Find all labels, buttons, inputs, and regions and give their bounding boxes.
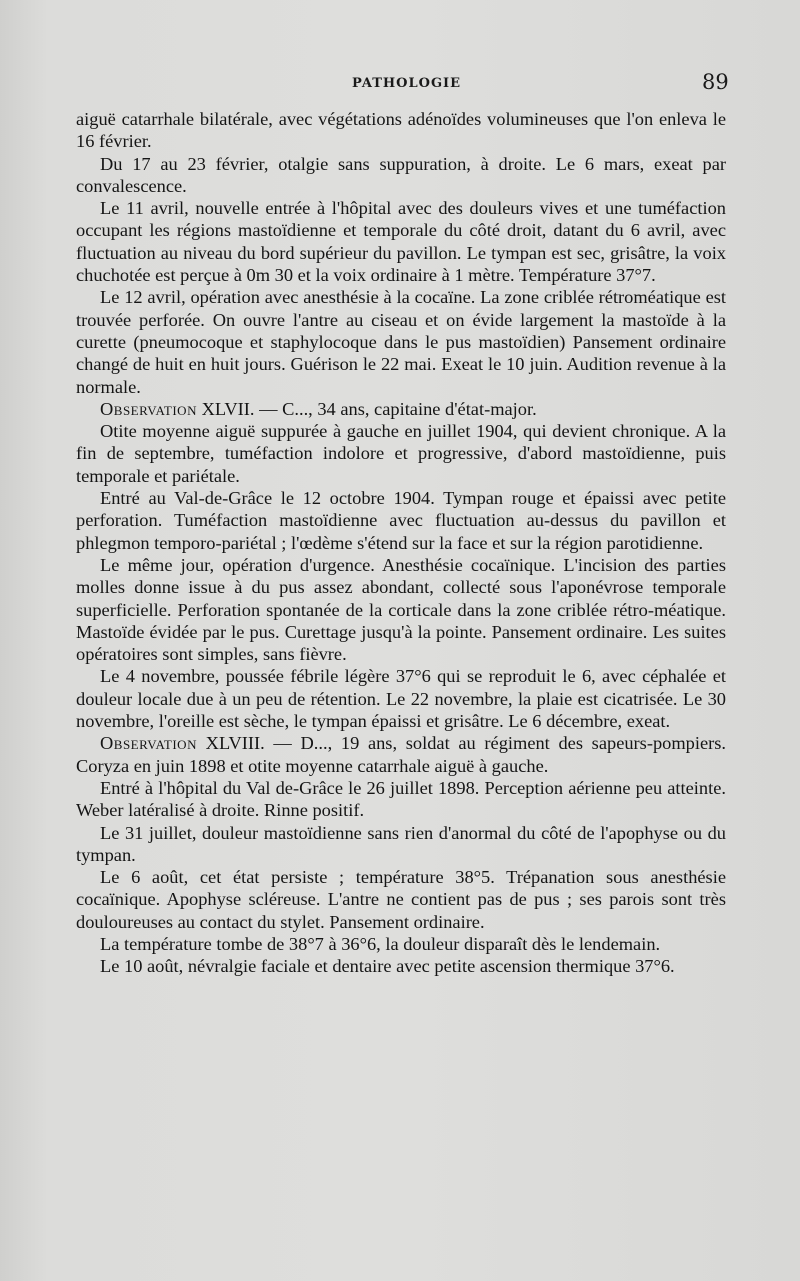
observation-heading-text: XLVIII. — D..., 19 ans, soldat au régiment des sapeurs-pompiers. Coryza en juin 1898 et otite moyenne catarrhale aiguë à gauche. bbox=[76, 733, 726, 776]
running-head bbox=[0, 72, 800, 96]
observation-heading bbox=[76, 398, 726, 420]
observation-label: Observation bbox=[100, 733, 197, 754]
paragraph: Le 4 novembre, poussée fébrile légère 37°6 qui se reproduit le 6, avec céphalée et douleur locale due à un peu de rétention. Le 22 novembre, la plaie est cicatrisée. Le 30 novembre, l'oreille est sèche, le tympan épaissi et grisâtre. Le 6 décembre, exeat. bbox=[76, 666, 726, 732]
paragraph: Entré au Val-de-Grâce le 12 octobre 1904. Tympan rouge et épaissi avec petite perforation. Tuméfaction mastoïdienne avec fluctuation au-dessus du pavillon et phlegmon temporo-pariétal ; l'œdème s'étend sur la face et sur la région parotidienne. bbox=[76, 488, 726, 553]
page-number: 89 bbox=[702, 70, 729, 94]
paragraph: Le 12 avril, opération avec anesthésie à la cocaïne. La zone criblée rétroméatique est trouvée perforée. On ouvre l'antre au ciseau et on évide largement la mastoïde à la curette (pneumocoque et staphylocoque dans le pus mastoïdien) Pansement ordinaire changé de huit en huit jours. Guérison le 22 mai. Exeat le 10 juin. Audition revenue à la normale. bbox=[76, 287, 726, 397]
paragraph: Otite moyenne aiguë suppurée à gauche en juillet 1904, qui devient chronique. A la fin de septembre, tuméfaction indolore et progressive, d'abord mastoïdienne, puis temporale et pariétale. bbox=[76, 421, 726, 486]
observation-heading-text: XLVII. — C..., 34 ans, capitaine d'état-major. bbox=[196, 398, 537, 419]
observation-label: Observation bbox=[100, 398, 197, 419]
observation-heading bbox=[76, 732, 726, 777]
paragraph: Le 11 avril, nouvelle entrée à l'hôpital avec des douleurs vives et une tuméfaction occupant les régions mastoïdienne et temporale du côté droit, datant du 6 avril, avec fluctuation au niveau du bord supérieur du pavillon. Le tympan est sec, grisâtre, la voix chuchotée est perçue à 0m 30 et la voix ordinaire à 1 mètre. Température 37°7. bbox=[76, 198, 726, 286]
paragraph: Le 10 août, névralgie faciale et dentaire avec petite ascension thermique 37°6. bbox=[100, 956, 675, 977]
page-title: PATHOLOGIE bbox=[352, 76, 462, 91]
paragraph: Entré à l'hôpital du Val de-Grâce le 26 juillet 1898. Perception aérienne peu atteinte. Weber latéralisé à droite. Rinne positif. bbox=[76, 777, 726, 821]
paragraph: Le 31 juillet, douleur mastoïdienne sans rien d'anormal du côté de l'apophyse ou du tympan. bbox=[76, 822, 726, 865]
paragraph: Le même jour, opération d'urgence. Anesthésie cocaïnique. L'incision des parties molles donne issue à du pus assez abondant, collecté sous l'aponévrose temporale superficielle. Perforation spontanée de la corticale dans la zone criblée rétro-méatique. Mastoïde évidée par le pus. Curettage jusqu'à la pointe. Pansement ordinaire. Les suites opératoires sont simples, sans fièvre. bbox=[76, 554, 726, 665]
paragraph: Le 6 août, cet état persiste ; température 38°5. Trépanation sous anesthésie cocaïnique. Apophyse scléreuse. L'antre ne contient pas de pus ; ses parois sont très douloureuses au contact du stylet. Pansement ordinaire. bbox=[76, 867, 726, 932]
paragraph: aiguë catarrhale bilatérale, avec végétations adénoïdes volumineuses que l'on enleva le 16 février. bbox=[76, 109, 726, 152]
body-text bbox=[76, 108, 726, 978]
paragraph: La température tombe de 38°7 à 36°6, la douleur disparaît dès le lendemain. bbox=[100, 933, 661, 954]
paragraph: Du 17 au 23 février, otalgie sans suppuration, à droite. Le 6 mars, exeat par convalescence. bbox=[76, 153, 726, 196]
